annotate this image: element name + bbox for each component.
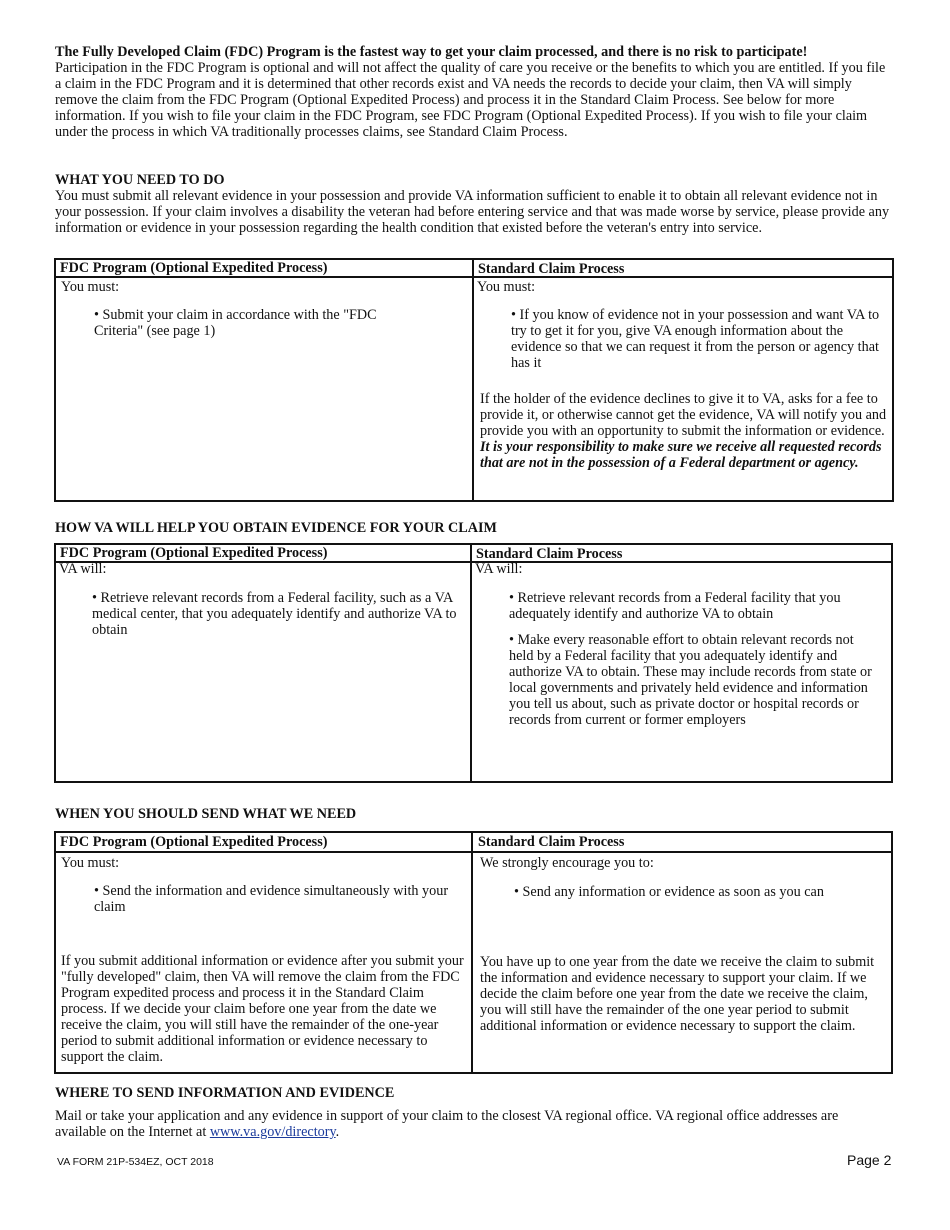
header-rule <box>56 276 892 278</box>
standard-bullet: • If you know of evidence not in your possession and want VA to try to get it for you, give VA enough information about the evidence so that we can request it from the person or agency that has it <box>511 307 880 371</box>
standard-bullet-2: • Make every reasonable effort to obtain relevant records not held by a Federal facility that you adequately identify and authorize VA to obtain. These may include records from state or local governments and privately held evidence and information you tell us about, such as private doctor or hospital records or records from current or former employers <box>509 632 872 728</box>
fdc-bullet: • Send the information and evidence simultaneously with your claim <box>94 883 449 915</box>
section-heading-how-va-helps: HOW VA WILL HELP YOU OBTAIN EVIDENCE FOR YOUR CLAIM <box>55 520 497 536</box>
intro-body: Participation in the FDC Program is optional and will not affect the quality of care you receive or the benefits to which you are entitled. If you file a claim in the FDC Program and it is determined that other records exist and VA needs the records to decide your claim, then VA will simply remove the claim from the FDC Program (Optional Expedited Process) and process it in the Standard Claim Process. See below for more information. If you wish to file your claim in the FDC Program, see FDC Program (Optional Expedited Process). If you wish to file your claim under the process in which VA traditionally processes claims, see Standard Claim Process. <box>55 60 886 140</box>
section-heading-where-to-send: WHERE TO SEND INFORMATION AND EVIDENCE <box>55 1085 395 1101</box>
section4-body <box>55 1108 855 1140</box>
standard-column-header: Standard Claim Process <box>478 261 625 277</box>
standard-paragraph: You have up to one year from the date we receive the claim to submit the information and evidence necessary to support your claim. If we decide the claim before one year from the date we receive the claim, you will still have the remainder of the one year period to submit additional information or evidence necessary to support the claim. <box>480 954 875 1034</box>
standard-bullet-1: • Retrieve relevant records from a Federal facility that you adequately identify and authorize VA to obtain <box>509 590 841 622</box>
intro-paragraph <box>55 44 893 140</box>
fdc-column-header: FDC Program (Optional Expedited Process) <box>60 545 328 561</box>
header-rule <box>56 561 891 563</box>
table-how-va-helps <box>54 543 893 783</box>
standard-column-header: Standard Claim Process <box>478 834 625 850</box>
intro-bold: The Fully Developed Claim (FDC) Program is the fastest way to get your claim processed, and there is no risk to participate! <box>55 44 808 60</box>
fdc-paragraph: If you submit additional information or evidence after you submit your "fully developed" claim, then VA will remove the claim from the FDC Program expedited process and process it in the Standard Claim process. If we decide your claim before one year from the date we receive the claim, you will still have the remainder of the one-year period to submit additional information or evidence necessary to support the claim. <box>61 953 464 1065</box>
fdc-lead: VA will: <box>59 561 107 577</box>
column-divider <box>471 833 473 1072</box>
fdc-lead: You must: <box>61 279 120 295</box>
section4-text: Mail or take your application and any evidence in support of your claim to the closest VA regional office. VA regional office addresses are available on the Internet at <box>55 1108 839 1140</box>
standard-column-header: Standard Claim Process <box>476 546 623 562</box>
standard-lead: VA will: <box>475 561 523 577</box>
section4-period: . <box>335 1124 340 1140</box>
table-when-to-send <box>54 831 893 1074</box>
fdc-column-header: FDC Program (Optional Expedited Process) <box>60 260 328 276</box>
standard-lead: You must: <box>477 279 536 295</box>
standard-paragraph-emphasis: It is your responsibility to make sure we receive all requested records that are not in the possession of a Federal department or agency. <box>480 439 882 471</box>
standard-bullet: • Send any information or evidence as soon as you can <box>514 884 824 900</box>
table-what-you-need <box>54 258 894 502</box>
column-divider <box>470 545 472 781</box>
fdc-lead: You must: <box>61 855 120 871</box>
fdc-column-header: FDC Program (Optional Expedited Process) <box>60 834 328 850</box>
column-divider <box>472 260 474 500</box>
header-rule <box>56 851 891 853</box>
section-heading-what-you-need: WHAT YOU NEED TO DO <box>55 172 225 188</box>
standard-paragraph-text: If the holder of the evidence declines to give it to VA, asks for a fee to provide it, or otherwise cannot get the evidence, VA will notify you and provide you with an opportunity to submit the information or evidence. <box>480 391 887 439</box>
form-id: VA FORM 21P-534EZ, OCT 2018 <box>57 1156 214 1168</box>
section1-body: You must submit all relevant evidence in your possession and provide VA information sufficient to enable it to obtain all relevant evidence not in your possession. If your claim involves a disability the veteran had before entering service and that was made worse by service, please provide any information or evidence in your possession regarding the health condition that existed before the veteran's entry into service. <box>55 188 890 236</box>
fdc-bullet: • Submit your claim in accordance with the "FDC Criteria" (see page 1) <box>94 307 377 339</box>
standard-lead: We strongly encourage you to: <box>480 855 654 871</box>
page-number: Page 2 <box>847 1152 892 1168</box>
fdc-bullet: • Retrieve relevant records from a Federal facility, such as a VA medical center, that you adequately identify and authorize VA to obtain <box>92 590 457 638</box>
va-directory-link[interactable]: www.va.gov/directory <box>209 1124 336 1140</box>
section-heading-when-to-send: WHEN YOU SHOULD SEND WHAT WE NEED <box>55 806 357 822</box>
standard-paragraph <box>480 391 888 471</box>
